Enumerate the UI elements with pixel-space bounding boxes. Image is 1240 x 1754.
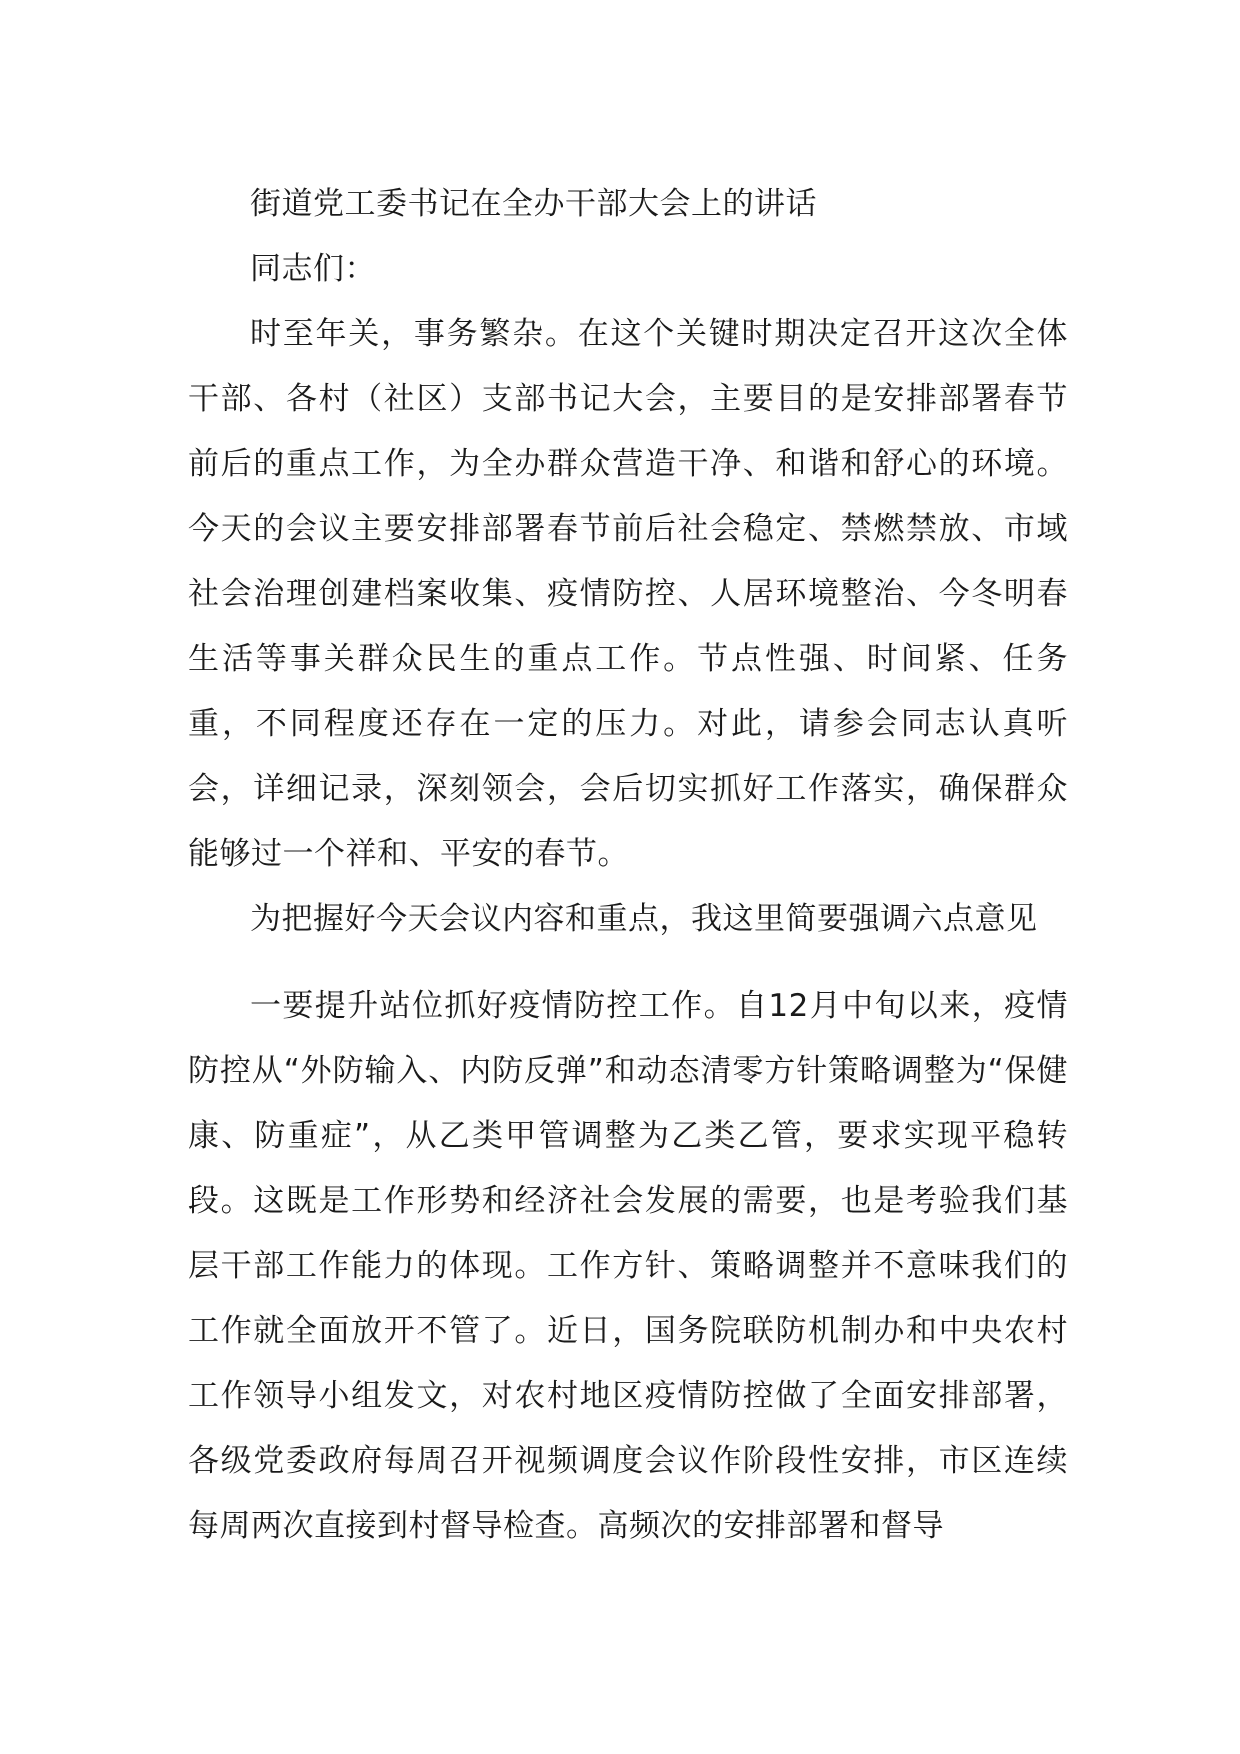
document-body: [188, 172, 1068, 1559]
paragraph-gap: [188, 952, 1068, 974]
paragraph-epidemic-control: 一要提升站位抓好疫情防控工作。自12月中旬以来，疫情防控从“外防输入、内防反弹”和动态清零方针策略调整为“保健康、防重症”，从乙类甲管调整为乙类乙管，要求实现平稳转段。这既是工作形势和经济社会发展的需要，也是考验我们基层干部工作能力的体现。工作方针、策略调整并不意味我们的工作就全面放开不管了。近日，国务院联防机制办和中央农村工作领导小组发文，对农村地区疫情防控做了全面安排部署，各级党委政府每周召开视频调度会议作阶段性安排，市区连续每周两次直接到村督导检查。高频次的安排部署和督导: [188, 988, 1068, 1544]
paragraph-intro: 时至年关，事务繁杂。在这个关键时期决定召开这次全体干部、各村（社区）支部书记大会，主要目的是安排部署春节前后的重点工作，为全办群众营造干净、和谐和舒心的环境。今天的会议主要安排部署春节前后社会稳定、禁燃禁放、市域社会治理创建档案收集、疫情防控、人居环境整治、今冬明春生活等事关群众民生的重点工作。节点性强、时间紧、任务重，不同程度还存在一定的压力。对此，请参会同志认真听会，详细记录，深刻领会，会后切实抓好工作落实，确保群众能够过一个祥和、平安的春节。: [188, 316, 1068, 872]
document-title: 街道党工委书记在全办干部大会上的讲话: [250, 186, 817, 222]
salutation: 同志们：: [250, 251, 376, 287]
paragraph-six-points: 为把握好今天会议内容和重点，我这里简要强调六点意见: [250, 901, 1038, 937]
